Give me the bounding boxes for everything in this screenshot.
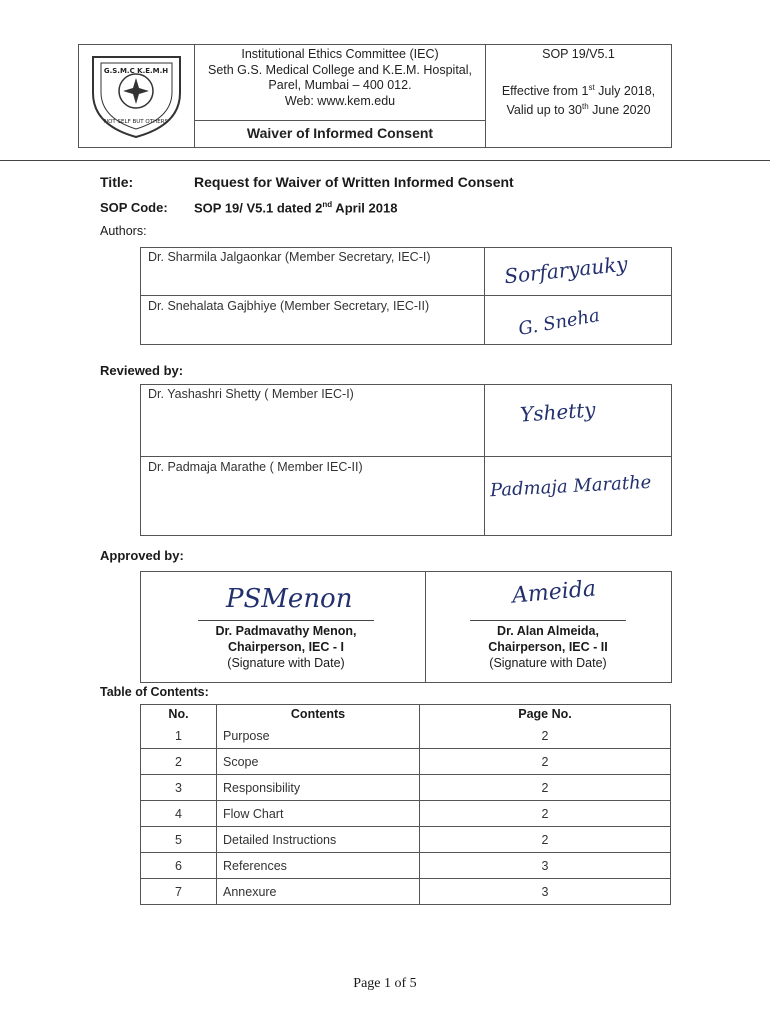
effective-date: Effective from 1st July 2018, xyxy=(501,82,656,98)
reviewers-row-divider xyxy=(140,456,671,457)
toc-row-contents: Flow Chart xyxy=(217,801,420,827)
toc-row xyxy=(141,827,671,853)
toc-row-page: 2 xyxy=(420,827,671,853)
authors-col-divider xyxy=(484,247,485,344)
sop-number: SOP 19/V5.1 xyxy=(542,47,615,61)
toc-row-no: 5 xyxy=(141,827,217,853)
institution-web: Web: www.kem.edu xyxy=(284,93,396,108)
sop-cell xyxy=(486,45,672,148)
svg-text:G.S.M.C K.E.M.H: G.S.M.C K.E.M.H xyxy=(103,67,169,75)
approvers-col-divider xyxy=(425,571,426,682)
svg-text:NOT SELF BUT OTHERS: NOT SELF BUT OTHERS xyxy=(103,119,169,125)
institution-cell xyxy=(195,45,486,121)
approved-label: Approved by: xyxy=(100,548,184,563)
approver-name-1: Dr. Padmavathy Menon, xyxy=(215,624,357,638)
author-signature-2: G. Sneha xyxy=(516,305,602,340)
authors-label: Authors: xyxy=(100,224,147,238)
approver-2-block xyxy=(462,623,634,671)
toc-row-contents: Purpose xyxy=(217,723,420,749)
header-divider xyxy=(0,160,770,161)
approver-signature-1: PSMenon xyxy=(226,584,353,614)
signature-line-1 xyxy=(198,620,374,621)
toc-header-no: No. xyxy=(141,705,217,724)
signature-line-2 xyxy=(470,620,626,621)
toc-row-no: 6 xyxy=(141,853,217,879)
toc-row-page: 2 xyxy=(420,775,671,801)
logo-cell xyxy=(79,45,195,148)
toc-label: Table of Contents: xyxy=(100,685,209,699)
toc-row-page: 2 xyxy=(420,801,671,827)
approver-name-2: Dr. Alan Almeida, xyxy=(497,624,599,638)
reviewer-name-1: Dr. Yashashri Shetty ( Member IEC-I) xyxy=(148,387,354,401)
toc-row-contents: References xyxy=(217,853,420,879)
approver-role-1: Chairperson, IEC - I xyxy=(228,640,344,654)
toc-row xyxy=(141,749,671,775)
toc-row xyxy=(141,853,671,879)
reviewer-name-2: Dr. Padmaja Marathe ( Member IEC-II) xyxy=(148,460,363,474)
author-signature-1: Sorfaryauky xyxy=(503,251,629,289)
toc-row-contents: Scope xyxy=(217,749,420,775)
document-subject: Waiver of Informed Consent xyxy=(195,121,486,148)
college-crest-icon xyxy=(79,45,194,142)
toc-row xyxy=(141,879,671,905)
title-value: Request for Waiver of Written Informed Consent xyxy=(194,174,514,190)
title-label: Title: xyxy=(100,174,134,190)
toc-header-row xyxy=(141,705,671,724)
toc-row-contents: Annexure xyxy=(217,879,420,905)
toc-row-no: 3 xyxy=(141,775,217,801)
author-name-2: Dr. Snehalata Gajbhiye (Member Secretary, IEC-II) xyxy=(148,299,430,313)
author-name-1: Dr. Sharmila Jalgaonkar (Member Secretary, IEC-I) xyxy=(148,250,431,264)
toc-row-page: 3 xyxy=(420,853,671,879)
approver-1-block xyxy=(198,623,374,671)
reviewed-label: Reviewed by: xyxy=(100,363,184,378)
reviewer-signature-1: Yshetty xyxy=(519,397,597,427)
approver-signature-2: Ameida xyxy=(511,576,597,609)
institution-line-3: Parel, Mumbai – 400 012. xyxy=(268,78,412,92)
toc-row xyxy=(141,775,671,801)
sop-code-value: SOP 19/ V5.1 dated 2nd April 2018 xyxy=(194,200,398,216)
toc-row xyxy=(141,801,671,827)
toc-row-no: 1 xyxy=(141,723,217,749)
toc-row-no: 2 xyxy=(141,749,217,775)
toc-row-no: 4 xyxy=(141,801,217,827)
institution-line-1: Institutional Ethics Committee (IEC) xyxy=(241,47,439,61)
header-table xyxy=(78,44,672,148)
sop-code-label: SOP Code: xyxy=(100,200,168,215)
toc-row-contents: Detailed Instructions xyxy=(217,827,420,853)
toc-row-page: 3 xyxy=(420,879,671,905)
approver-note-1: (Signature with Date) xyxy=(227,656,345,670)
authors-row-divider xyxy=(140,295,671,296)
toc-row-page: 2 xyxy=(420,723,671,749)
institution-line-2: Seth G.S. Medical College and K.E.M. Hospital, xyxy=(207,62,472,77)
toc-header-contents: Contents xyxy=(217,705,420,724)
approver-note-2: (Signature with Date) xyxy=(489,656,607,670)
reviewer-signature-2: Padmaja Marathe xyxy=(489,471,652,502)
toc-row-no: 7 xyxy=(141,879,217,905)
valid-date: Valid up to 30th June 2020 xyxy=(506,102,651,118)
toc-header-page: Page No. xyxy=(518,707,572,721)
toc-row xyxy=(141,723,671,749)
toc-row-page: 2 xyxy=(420,749,671,775)
page-number: Page 1 of 5 xyxy=(353,976,417,991)
reviewers-col-divider xyxy=(484,384,485,535)
approver-role-2: Chairperson, IEC - II xyxy=(488,640,608,654)
toc-row-contents: Responsibility xyxy=(217,775,420,801)
toc-table xyxy=(140,704,671,905)
